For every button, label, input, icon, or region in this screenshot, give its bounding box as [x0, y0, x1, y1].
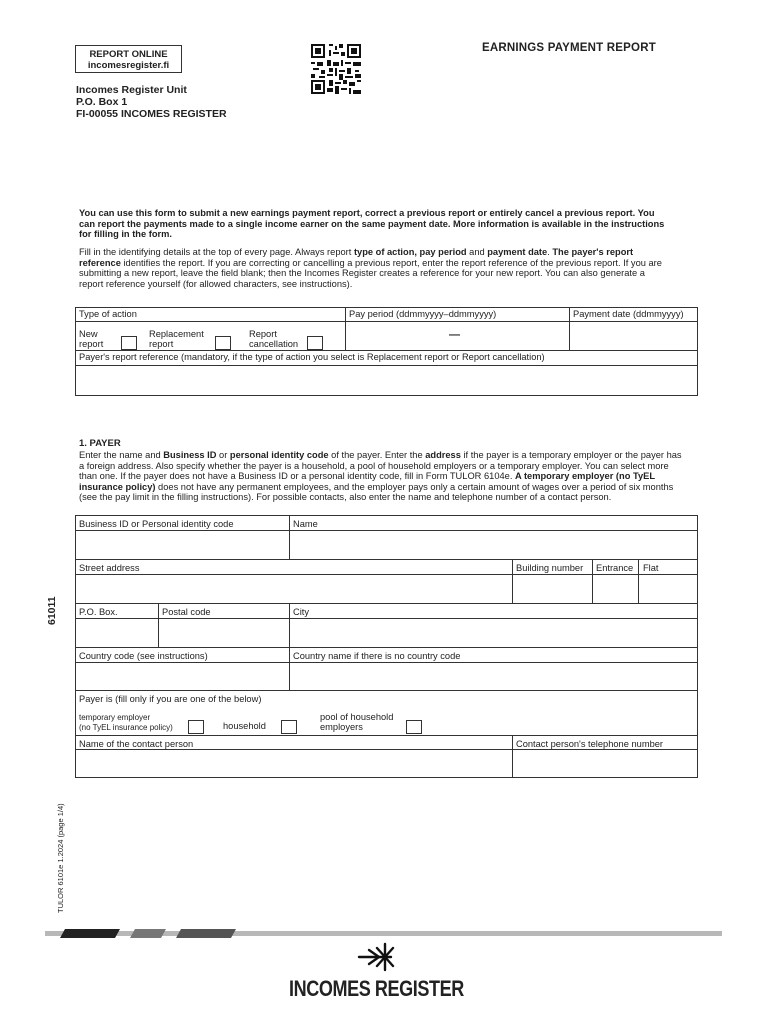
payer-row-divider-6: [75, 647, 698, 648]
new-report-label-1: New: [79, 329, 98, 339]
payer-text-2: Business ID: [163, 450, 217, 460]
payer-report-reference-field[interactable]: [76, 366, 697, 395]
entrance-label: Entrance: [596, 563, 634, 573]
pool-of-household-employers-label: [320, 712, 393, 732]
city-field[interactable]: [290, 619, 697, 646]
intro-text-4: payment date: [487, 247, 548, 257]
payer-row-divider-2: [75, 559, 698, 560]
name-field[interactable]: [290, 531, 697, 558]
report-online-url: incomesregister.fi: [87, 60, 170, 71]
action-col-divider-1: [345, 307, 346, 350]
city-label: City: [293, 607, 310, 617]
new-report-label-2: report: [79, 339, 104, 349]
replacement-report-label: [149, 329, 204, 349]
contact-person-phone-field[interactable]: [513, 750, 697, 777]
report-online-box: [75, 45, 182, 73]
postal-code-label: Postal code: [162, 607, 211, 617]
new-report-checkbox[interactable]: [121, 336, 137, 350]
payer-row-divider-9: [75, 735, 698, 736]
entrance-field[interactable]: [593, 575, 637, 602]
action-row-divider: [75, 350, 698, 351]
recipient-address: [76, 84, 227, 120]
replacement-report-label-1: Replacement: [149, 329, 204, 339]
payer-text-7: if the payer is a temporary employer or the payer has a foreign address. Also specify whether the payer is a household, a pool of household employers or a temporary employer. You can select more than one. If the payer does not have a Business ID or a personal identity code, fill in Form TULOR 6104e.: [79, 450, 682, 481]
pool-label-1: pool of household: [320, 712, 394, 722]
business-id-field[interactable]: [76, 531, 288, 558]
pool-of-household-employers-checkbox[interactable]: [406, 720, 422, 734]
qr-code-icon: [311, 44, 361, 94]
address-line-1: Incomes Register Unit: [76, 84, 187, 96]
temporary-employer-label-2: (no TyEL insurance policy): [79, 723, 173, 732]
business-id-label: Business ID or Personal identity code: [79, 519, 234, 529]
contact-person-name-field[interactable]: [76, 750, 511, 777]
po-box-label: P.O. Box.: [79, 607, 118, 617]
incomes-register-logo-text: INCOMES REGISTER: [289, 976, 464, 1001]
document-title: EARNINGS PAYMENT REPORT: [482, 42, 656, 54]
payer-is-label: Payer is (fill only if you are one of the below): [79, 694, 262, 704]
payer-text-1: Enter the name and: [79, 450, 164, 460]
intro-text-3: and: [466, 247, 488, 257]
payment-date-label: Payment date (ddmmyyyy): [573, 309, 684, 319]
street-address-label: Street address: [79, 563, 140, 573]
household-checkbox[interactable]: [281, 720, 297, 734]
form-number: 61011: [46, 596, 58, 625]
payer-report-reference-label: Payer's report reference (mandatory, if the type of action you select is Replacement report or Report cancellation): [79, 352, 545, 362]
street-address-field[interactable]: [76, 575, 511, 602]
pay-period-label: Pay period (ddmmyyyy–ddmmyyyy): [349, 309, 497, 319]
action-header-divider: [75, 321, 698, 322]
po-box-field[interactable]: [76, 619, 157, 646]
payer-instructions: [79, 450, 689, 503]
payer-row-divider-8: [75, 690, 698, 691]
country-code-field[interactable]: [76, 663, 288, 689]
address-line-2: P.O. Box 1: [76, 96, 128, 108]
footer-bar-accent: [60, 929, 240, 938]
flat-field[interactable]: [639, 575, 697, 602]
building-number-label: Building number: [516, 563, 584, 573]
action-col-divider-2: [569, 307, 570, 350]
intro-text-2: type of action, pay period: [353, 247, 467, 257]
intro-text-5: .: [547, 247, 553, 257]
new-report-label: [79, 329, 103, 349]
country-code-label: Country code (see instructions): [79, 651, 208, 661]
payer-text-8: A temporary employer (no TyEL insurance policy): [79, 471, 655, 492]
payer-text-3: or: [216, 450, 230, 460]
household-label: household: [223, 721, 266, 731]
form-code: TULOR 6101e 1.2024 (page 1/4): [56, 803, 65, 913]
temporary-employer-label-1: temporary employer: [79, 713, 151, 722]
intro-text-1: Fill in the identifying details at the top of every page. Always report: [79, 247, 354, 257]
contact-person-name-label: Name of the contact person: [79, 739, 194, 749]
report-cancellation-checkbox[interactable]: [307, 336, 323, 350]
report-cancellation-label-2: cancellation: [249, 339, 299, 349]
replacement-report-checkbox[interactable]: [215, 336, 231, 350]
country-name-label: Country name if there is no country code: [293, 651, 461, 661]
postal-code-field[interactable]: [159, 619, 288, 646]
pay-period-dash: —: [449, 329, 460, 341]
contact-person-phone-label: Contact person's telephone number: [516, 739, 664, 749]
intro-text-7: identifies the report. If you are correcting or cancelling a previous report, enter the report reference of the previous report. If you are submitting a new report, leave the field blank; then the Incomes Register creates a reference for your new report. You can also generate a report reference yourself (for allowed characters, see instructions).: [79, 257, 662, 289]
address-line-3: FI-00055 INCOMES REGISTER: [76, 108, 227, 120]
type-of-action-label: Type of action: [79, 309, 137, 319]
payer-text-5: of the payer. Enter the: [328, 450, 426, 460]
report-online-label: REPORT ONLINE: [89, 49, 168, 60]
building-number-field[interactable]: [513, 575, 591, 602]
country-name-field[interactable]: [290, 663, 697, 689]
payer-text-6: address: [425, 450, 461, 460]
intro-bold-paragraph: You can use this form to submit a new earnings payment report, correct a previous report or entirely cancel a previous report. You can report the payments made to a single income earner on the same payment date. More information is available in the instructions for filling in the form.: [79, 208, 665, 239]
replacement-report-label-2: report: [149, 339, 174, 349]
payer-row-divider-4: [75, 603, 698, 604]
pool-label-2: employers: [320, 722, 363, 732]
intro-text-6: The payer's report reference: [79, 247, 634, 268]
temporary-employer-label: [79, 713, 173, 733]
intro-paragraph: [79, 247, 669, 289]
payer-text-4: personal identity code: [229, 450, 329, 460]
payer-section-title: 1. PAYER: [79, 438, 121, 449]
flat-label: Flat: [643, 563, 659, 573]
report-cancellation-label-1: Report: [249, 329, 277, 339]
report-cancellation-label: [249, 329, 298, 349]
temporary-employer-checkbox[interactable]: [188, 720, 204, 734]
incomes-register-logo-icon: [355, 940, 405, 974]
payer-text-9: does not have any permanent employees, and the employer pays only a certain amount of wages over a period of six months (see the pay limit in the filling instructions). For possible contacts, also enter the name and telephone number of a contact person.: [79, 481, 674, 502]
name-label: Name: [293, 519, 318, 529]
